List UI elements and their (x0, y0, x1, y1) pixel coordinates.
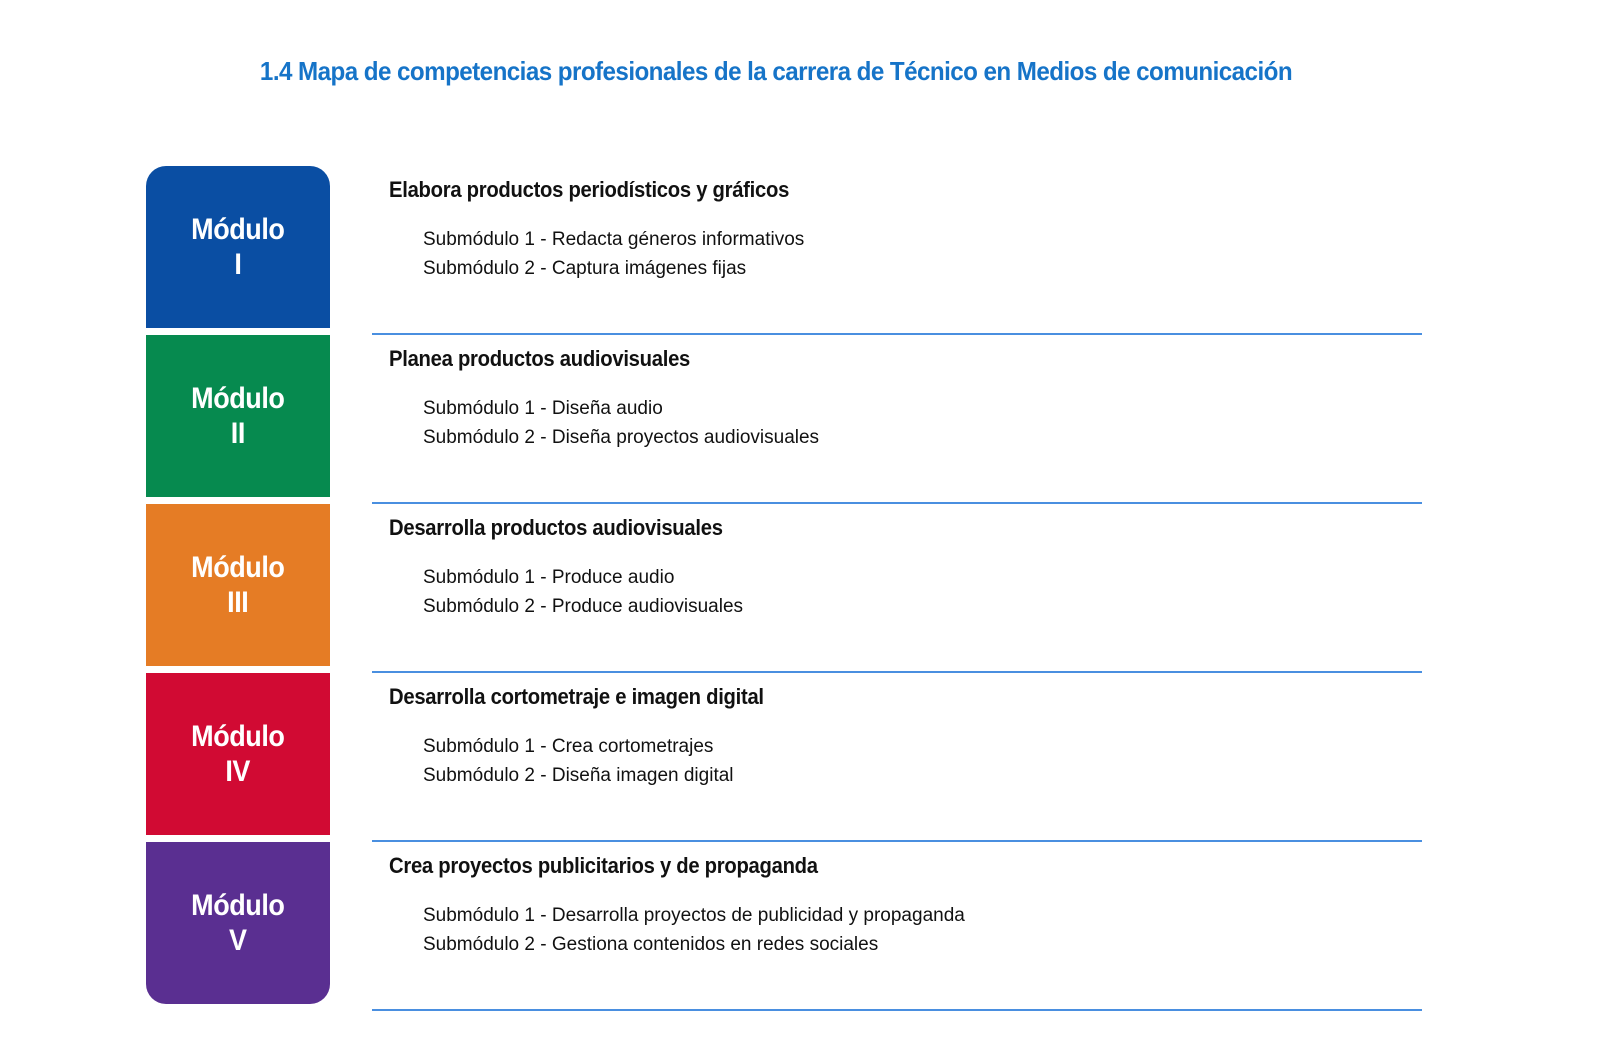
submodule-item: Submódulo 1 - Produce audio (423, 567, 675, 588)
submodule-item: Submódulo 1 - Redacta géneros informativos (423, 229, 805, 250)
module-heading: Elabora productos periodísticos y gráficos (389, 177, 790, 202)
module-heading: Desarrolla productos audiovisuales (389, 515, 723, 540)
submodule-item: Submódulo 1 - Desarrolla proyectos de publicidad y propaganda (423, 905, 965, 926)
module-badge-numeral: II (230, 417, 246, 450)
module-heading: Desarrolla cortometraje e imagen digital (389, 684, 764, 709)
module-badge-label: Módulo (191, 382, 285, 415)
submodule-list (423, 563, 743, 621)
submodule-item: Submódulo 1 - Diseña audio (423, 398, 663, 419)
module-badge-numeral: IV (225, 755, 251, 788)
module-description (372, 167, 1422, 335)
module-heading: Crea proyectos publicitarios y de propaganda (389, 853, 818, 878)
page-title: 1.4 Mapa de competencias profesionales de la carrera de Técnico en Medios de comunicación (259, 56, 1293, 86)
module-badge (146, 673, 330, 835)
module-description (372, 336, 1422, 504)
module-badge (146, 166, 330, 328)
module-badge (146, 842, 330, 1004)
module-badge-label: Módulo (191, 720, 285, 753)
module-badge-numeral: V (229, 924, 247, 957)
submodule-list (423, 732, 734, 790)
submodule-item: Submódulo 2 - Diseña proyectos audiovisuales (423, 427, 820, 448)
submodule-list (423, 394, 819, 452)
module-heading: Planea productos audiovisuales (389, 346, 691, 371)
submodule-item: Submódulo 2 - Diseña imagen digital (423, 765, 734, 786)
module-badge-numeral: III (227, 586, 249, 619)
submodule-list (423, 225, 804, 283)
module-badge-label: Módulo (191, 213, 285, 246)
submodule-list (423, 901, 965, 959)
submodule-item: Submódulo 1 - Crea cortometrajes (423, 736, 714, 757)
module-badge-numeral: I (234, 248, 242, 281)
module-badge-label: Módulo (191, 889, 285, 922)
submodule-item: Submódulo 2 - Gestiona contenidos en redes sociales (423, 934, 879, 955)
module-description (372, 505, 1422, 673)
submodule-item: Submódulo 2 - Captura imágenes fijas (423, 258, 747, 279)
module-badge (146, 335, 330, 497)
module-badge-label: Módulo (191, 551, 285, 584)
module-description (372, 674, 1422, 842)
module-badge (146, 504, 330, 666)
module-description (372, 843, 1422, 1011)
submodule-item: Submódulo 2 - Produce audiovisuales (423, 596, 744, 617)
